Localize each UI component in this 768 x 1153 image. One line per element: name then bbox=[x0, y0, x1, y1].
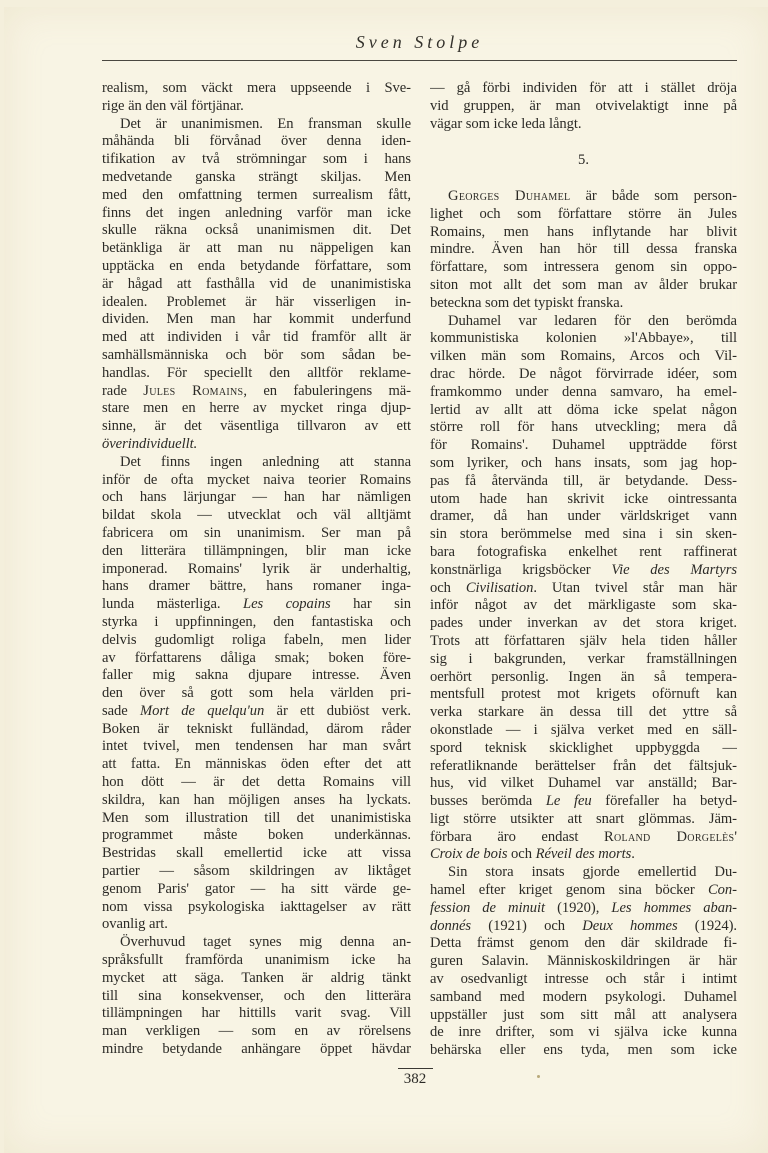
line-text: finns det ingen anledning varför man icke bbox=[102, 204, 411, 221]
line-text: mentsfull protest mot krigets oförnuft kan bbox=[430, 686, 737, 703]
line-text: språksfullt framförda unanimism icke ha bbox=[102, 952, 411, 969]
line-text: uppställer just som sitt mål att analysera bbox=[430, 1006, 737, 1023]
line-text: förbara äro endast bbox=[430, 828, 604, 845]
line-text: utom hade han skrivit icke ointressanta bbox=[430, 490, 737, 507]
text-line bbox=[102, 454, 411, 472]
line-text: handlas. För speciellt den alltför reklame- bbox=[102, 364, 411, 381]
line-text: rige än den väl förtjänar. bbox=[102, 97, 244, 114]
page-number: 382 bbox=[403, 1071, 427, 1087]
line-text: vid gruppen, är man otvivelaktigt inne på bbox=[430, 97, 737, 114]
line-text: Duhamel var ledaren för den berömda bbox=[448, 312, 737, 329]
line-text: måhända bli förvånad över denna iden- bbox=[102, 133, 411, 150]
line-text: kommunistiska kolonien »l'Abbaye», till bbox=[430, 330, 737, 347]
author-name: Georges Duhamel bbox=[448, 188, 571, 204]
line-text: mindre betydande anhängare öppet hävdar bbox=[102, 1041, 411, 1058]
line-text: partier — såsom skildringen av liktåget bbox=[102, 863, 411, 880]
italic-title: Vie des Martyrs bbox=[611, 561, 737, 578]
left-column bbox=[102, 80, 411, 1059]
text-line bbox=[430, 597, 737, 615]
text-line bbox=[430, 116, 737, 134]
line-text: siton mot allt det som man av ålder brukar bbox=[430, 276, 737, 293]
line-text: idealen. Problemet är här visserligen in- bbox=[102, 293, 411, 310]
paragraph bbox=[430, 313, 737, 865]
line-text: Det finns ingen anledning att stanna bbox=[120, 453, 411, 470]
author-name: Roland Dorgelès bbox=[604, 828, 735, 845]
paper-speck bbox=[537, 1075, 540, 1078]
text-line bbox=[102, 738, 411, 756]
text-line bbox=[102, 276, 411, 294]
text-line bbox=[102, 489, 411, 507]
text-line bbox=[102, 525, 411, 543]
line-text: och hans lärjungar — han har nämligen bbox=[102, 489, 411, 506]
line-text: de inre drifter, som vi själva icke kunna bbox=[430, 1024, 737, 1041]
text-line bbox=[102, 80, 411, 98]
text-line bbox=[430, 98, 737, 116]
text-line bbox=[102, 1023, 411, 1041]
line-text: och bbox=[507, 846, 536, 863]
line-text: större roll för hans utveckling; mera då bbox=[430, 419, 737, 436]
footer-rule bbox=[398, 1068, 433, 1069]
line-text: genom Paris' gator — ha sitt värde ge- bbox=[102, 880, 411, 897]
line-text: lunda mästerliga. bbox=[102, 596, 244, 613]
line-text: med att individen i vår tid framför allt är bbox=[102, 329, 411, 346]
text-line bbox=[102, 365, 411, 383]
text-line bbox=[102, 792, 411, 810]
text-line bbox=[102, 311, 411, 329]
line-text: mindre. Även han hör till dessa franska bbox=[430, 241, 737, 258]
line-text: inför de ofta mycket naiva teorier Romains bbox=[102, 471, 411, 488]
paragraph bbox=[430, 80, 737, 133]
text-line bbox=[430, 562, 737, 580]
line-text: förefaller ha betyd- bbox=[591, 793, 737, 810]
line-text: betänkliga är att man nu näppeligen kan bbox=[102, 240, 411, 257]
line-text: Trots att författaren själv hela tiden håller bbox=[430, 632, 737, 649]
line-text: dividen. Men man har kommit underfund bbox=[102, 311, 411, 328]
line-text: spord teknisk skicklighet uppbyggda — bbox=[430, 739, 737, 756]
line-text: Romains, men hans inflytande har blivit bbox=[430, 223, 737, 240]
text-line bbox=[102, 561, 411, 579]
line-text: är både som person- bbox=[570, 188, 737, 204]
text-line bbox=[430, 544, 737, 562]
line-text: bara fotografiska enkelhet rent raffinerat bbox=[430, 543, 737, 560]
line-text: och bbox=[430, 579, 466, 596]
text-line bbox=[430, 918, 737, 936]
italic-title: Les hommes aban- bbox=[611, 899, 737, 916]
text-line bbox=[430, 241, 737, 259]
paragraph bbox=[102, 454, 411, 935]
line-text: är hågad att fasthålla vid de unanimistiska bbox=[102, 275, 411, 292]
text-line bbox=[102, 205, 411, 223]
text-line bbox=[430, 669, 737, 687]
text-line bbox=[430, 740, 737, 758]
text-line bbox=[430, 811, 737, 829]
text-line bbox=[102, 329, 411, 347]
text-line bbox=[430, 722, 737, 740]
line-text: Boken är tekniskt fulländad, därom råder bbox=[102, 720, 411, 737]
text-line bbox=[430, 259, 737, 277]
line-text: fabricera om sin unanimism. Ser man på bbox=[102, 524, 411, 541]
author-name: Jules Romains bbox=[143, 382, 244, 399]
text-line bbox=[102, 507, 411, 525]
line-text: författare, som intressera genom sin oppo- bbox=[430, 259, 737, 276]
text-line bbox=[102, 133, 411, 151]
line-text: Bestridas skall emellertid icke att vissa bbox=[102, 845, 411, 862]
line-text: är ett dubiöst verk. bbox=[264, 702, 411, 719]
italic-title: överindividuellt. bbox=[102, 435, 198, 452]
section-number: 5. bbox=[578, 152, 589, 168]
text-line bbox=[102, 347, 411, 365]
text-line bbox=[430, 793, 737, 811]
text-line bbox=[430, 704, 737, 722]
text-line bbox=[430, 366, 737, 384]
italic-title: Les copains bbox=[243, 596, 331, 613]
line-text: (1924). bbox=[677, 917, 737, 934]
line-text: samband med modern psykologi. Duhamel bbox=[430, 988, 737, 1005]
text-line bbox=[430, 900, 737, 918]
line-text: man verkligen — som en av rörelsens bbox=[102, 1023, 411, 1040]
text-line bbox=[430, 615, 737, 633]
line-text: inför något av det märkligaste som ska- bbox=[430, 597, 737, 614]
line-text: lighet och som författare större än Jules bbox=[430, 205, 737, 222]
text-line bbox=[102, 258, 411, 276]
text-line bbox=[430, 1042, 737, 1060]
italic-title: Réveil des morts bbox=[535, 846, 632, 863]
text-line bbox=[102, 810, 411, 828]
text-line bbox=[102, 650, 411, 668]
line-text: (1920), bbox=[545, 899, 612, 916]
line-text: sig i bakgrunden, verkar framställningen bbox=[430, 650, 737, 667]
text-line bbox=[430, 348, 737, 366]
line-text: hamel efter kriget genom sina böcker bbox=[430, 882, 708, 899]
text-line bbox=[102, 169, 411, 187]
line-text: faller mig sakna djupare intresse. Även bbox=[102, 667, 411, 684]
text-line bbox=[102, 916, 411, 934]
line-text: skildra, kan han möjligen anses ha lyckats. bbox=[102, 791, 411, 808]
text-line bbox=[102, 472, 411, 490]
line-text: framkommo under denna samvaro, ha emel- bbox=[430, 383, 737, 400]
line-text: ' bbox=[734, 828, 737, 845]
italic-title: fession de minuit bbox=[430, 899, 546, 916]
text-line bbox=[430, 491, 737, 509]
line-text: verka starkare än dessa till det yttre så bbox=[430, 704, 737, 721]
line-text: . Utan tvivel står man här bbox=[533, 579, 737, 596]
line-text: som lyriker, och hans insats, som jag hop- bbox=[430, 454, 737, 471]
text-line bbox=[430, 686, 737, 704]
text-line bbox=[430, 633, 737, 651]
text-line bbox=[430, 829, 737, 847]
text-line bbox=[430, 437, 737, 455]
right-column-continuation bbox=[430, 80, 737, 133]
line-text: den över så gott som hela världen pri- bbox=[102, 685, 411, 702]
line-text: oerhört personlig. Ingen än så tempera- bbox=[430, 668, 737, 685]
italic-title: donnés bbox=[430, 917, 472, 934]
line-text: (1921) och bbox=[471, 917, 583, 934]
line-text: beteckna som det typiskt franska. bbox=[430, 294, 624, 311]
italic-title: Civilisation bbox=[465, 579, 534, 596]
text-line bbox=[102, 667, 411, 685]
text-line bbox=[430, 775, 737, 793]
line-text: . bbox=[631, 846, 635, 863]
text-line bbox=[102, 845, 411, 863]
line-text: ovanlig art. bbox=[102, 916, 168, 933]
paragraph bbox=[430, 864, 737, 1060]
text-line bbox=[102, 703, 411, 721]
line-text: imponerad. Romains' lyrik är underhaltig, bbox=[102, 560, 411, 577]
text-line bbox=[430, 989, 737, 1007]
line-text: medvetande ganska strängt skiljas. Men bbox=[102, 168, 411, 185]
italic-title: Mort de quelqu'un bbox=[140, 702, 265, 719]
text-line bbox=[102, 187, 411, 205]
text-line bbox=[430, 1024, 737, 1042]
line-text: Överhuvud taget synes mig denna an- bbox=[120, 934, 411, 951]
line-text: hon dött — är det detta Romains vill bbox=[102, 774, 411, 791]
line-text: intet tvivel, men tendensen har man svårt bbox=[102, 738, 411, 755]
line-text: dramer, då han under världskriget vann bbox=[430, 508, 737, 525]
text-line bbox=[430, 402, 737, 420]
text-line bbox=[102, 543, 411, 561]
paragraph bbox=[430, 188, 737, 313]
text-line bbox=[430, 384, 737, 402]
line-text: för Romains'. Duhamel uppträdde först bbox=[430, 437, 737, 454]
text-line bbox=[102, 863, 411, 881]
text-line bbox=[102, 418, 411, 436]
line-text: delvis gudomligt roliga fabeln, men lider bbox=[102, 631, 411, 648]
text-line bbox=[102, 294, 411, 312]
line-text: okonstlade — i själva verket med en säll- bbox=[430, 721, 737, 738]
line-text: till sina konsekvenser, och den litterära bbox=[102, 987, 411, 1004]
line-text: av osedvanligt intresse och står i intimt bbox=[430, 971, 737, 988]
text-line bbox=[102, 899, 411, 917]
line-text: referatliknande berättelser från det fältsjuk- bbox=[430, 757, 737, 774]
line-text: samhällsmänniska och bör som sådan be- bbox=[102, 346, 411, 363]
text-line bbox=[102, 988, 411, 1006]
line-text: att fatta. En människas öden efter det att bbox=[102, 756, 411, 773]
text-line bbox=[430, 971, 737, 989]
text-line bbox=[430, 80, 737, 98]
italic-title: Con- bbox=[708, 882, 737, 899]
paragraph bbox=[102, 80, 411, 116]
text-line bbox=[430, 526, 737, 544]
text-line bbox=[430, 882, 737, 900]
text-line bbox=[102, 400, 411, 418]
line-text: den litterära tillämpningen, blir man icke bbox=[102, 542, 411, 559]
line-text: sinne, är det väsentliga tillvaron av ett bbox=[102, 418, 411, 435]
line-text: pades under inverkan av det stora kriget. bbox=[430, 615, 737, 632]
text-line bbox=[102, 222, 411, 240]
text-line bbox=[430, 651, 737, 669]
text-line bbox=[430, 330, 737, 348]
text-line bbox=[102, 436, 411, 454]
italic-title: Deux hommes bbox=[582, 917, 678, 934]
line-text: programmet måste boken underkännas. bbox=[102, 827, 411, 844]
text-line bbox=[102, 383, 411, 401]
line-text: av författarens dåliga smak; boken före- bbox=[102, 649, 411, 666]
text-line bbox=[430, 277, 737, 295]
running-title: Sven Stolpe bbox=[355, 32, 484, 52]
paragraph bbox=[102, 934, 411, 1059]
line-text: drac hörde. De något förvirrade idéer, som bbox=[430, 365, 737, 382]
text-line bbox=[102, 881, 411, 899]
text-line bbox=[430, 846, 737, 864]
line-text: upptäcka en enda betydande författare, som bbox=[102, 257, 411, 274]
line-text: konstnärliga krigsböcker bbox=[430, 561, 612, 578]
text-line bbox=[430, 206, 737, 224]
line-text: vilken män som Romains, Arcos och Vil- bbox=[430, 348, 737, 365]
line-text: , en fabuleringens mä- bbox=[243, 382, 411, 399]
line-text: nom vissa psykologiska iakttagelser av rätt bbox=[102, 898, 411, 915]
text-line bbox=[102, 596, 411, 614]
line-text: mycket att säga. Tanken är aldrig tänkt bbox=[102, 969, 411, 986]
text-line bbox=[102, 721, 411, 739]
text-line bbox=[102, 240, 411, 258]
line-text: tifikation av två strömningar som i hans bbox=[102, 151, 411, 168]
line-text: rade bbox=[102, 382, 144, 399]
text-line bbox=[102, 827, 411, 845]
line-text: har sin bbox=[330, 596, 411, 613]
text-line bbox=[430, 953, 737, 971]
text-line bbox=[102, 970, 411, 988]
text-line bbox=[102, 578, 411, 596]
text-line bbox=[430, 419, 737, 437]
text-line bbox=[102, 614, 411, 632]
text-line bbox=[430, 295, 737, 313]
text-line bbox=[102, 151, 411, 169]
text-line bbox=[102, 934, 411, 952]
text-line bbox=[430, 758, 737, 776]
line-text: styrka i uppfinningen, den fantastiska och bbox=[102, 613, 411, 630]
line-text: vägar som icke leda långt. bbox=[430, 115, 582, 132]
text-line bbox=[102, 1041, 411, 1059]
italic-title: Le feu bbox=[545, 793, 592, 810]
line-text: hans dramer bättre, hans romaner inga- bbox=[102, 578, 411, 595]
text-line bbox=[430, 313, 737, 331]
line-text: Sin stora insats gjorde emellertid Du- bbox=[448, 864, 737, 881]
line-text: guren Salavin. Människoskildringen är här bbox=[430, 953, 737, 970]
text-line bbox=[430, 188, 737, 206]
line-text: — gå förbi individen för att i stället dröja bbox=[430, 80, 737, 96]
text-line bbox=[102, 98, 411, 116]
line-text: Detta främst genom den där skildrade fi- bbox=[430, 935, 737, 952]
text-line bbox=[102, 632, 411, 650]
paragraph bbox=[102, 116, 411, 454]
italic-title: Croix de bois bbox=[430, 846, 508, 863]
text-line bbox=[430, 935, 737, 953]
text-line bbox=[430, 455, 737, 473]
text-line bbox=[430, 580, 737, 598]
line-text: sade bbox=[102, 702, 141, 719]
text-line bbox=[102, 1005, 411, 1023]
line-text: med den omfattning termen surrealism fått, bbox=[102, 186, 411, 203]
line-text: bildat skola — utvecklat och väl alltjämt bbox=[102, 507, 411, 524]
text-line bbox=[102, 685, 411, 703]
text-line bbox=[430, 224, 737, 242]
text-line bbox=[102, 774, 411, 792]
line-text: lertid av allt att döma icke spelat någon bbox=[430, 401, 737, 418]
text-line bbox=[102, 756, 411, 774]
text-line bbox=[102, 952, 411, 970]
line-text: ligt större utsikter att snart glömmas. Jäm- bbox=[430, 810, 737, 827]
line-text: pas få återvända till, är betydande. Dess- bbox=[430, 472, 737, 489]
text-line bbox=[430, 473, 737, 491]
line-text: skulle räkna också unanimismen dit. Det bbox=[102, 222, 411, 239]
line-text: sin stora berömmelse med sina i sin sken- bbox=[430, 526, 737, 543]
text-line bbox=[430, 864, 737, 882]
text-line bbox=[430, 508, 737, 526]
line-text: Men som illustration till det unanimistiska bbox=[102, 809, 411, 826]
text-line bbox=[102, 116, 411, 134]
line-text: behärska eller ens tyda, men som icke bbox=[430, 1042, 737, 1059]
line-text: stare men en herre av mycket ringa djup- bbox=[102, 400, 411, 417]
right-column bbox=[430, 188, 737, 1060]
line-text: tillämpningen har hittills varit svag. Vill bbox=[102, 1005, 411, 1022]
line-text: realism, som väckt mera uppseende i Sve- bbox=[102, 80, 411, 96]
header-rule bbox=[102, 60, 737, 61]
line-text: busses berömda bbox=[430, 793, 546, 810]
text-line bbox=[430, 1007, 737, 1025]
line-text: Det är unanimismen. En fransman skulle bbox=[120, 115, 411, 132]
line-text: hus, vid vilket Duhamel var anställd; Bar- bbox=[430, 775, 737, 792]
